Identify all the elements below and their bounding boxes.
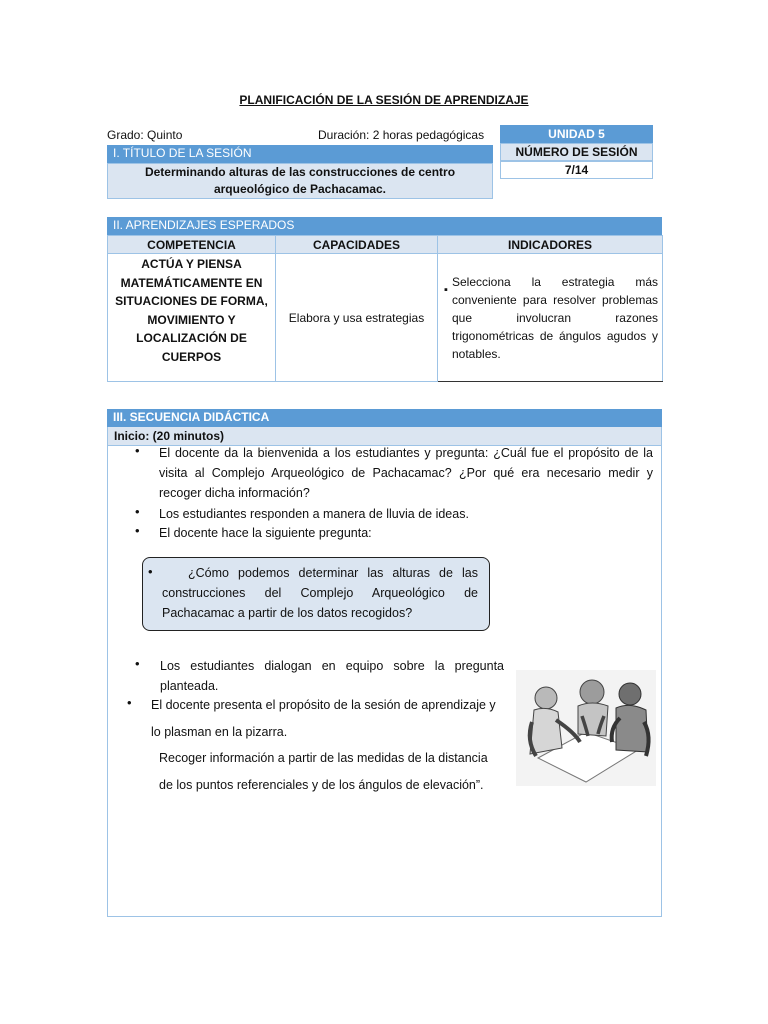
session-title-line2: arqueológico de Pachacamac.: [213, 182, 387, 196]
section3-header: III. SECUENCIA DIDÁCTICA: [107, 409, 662, 427]
secuencia-item: Los estudiantes responden a manera de lluvia de ideas.: [159, 507, 469, 521]
bullet: •: [127, 695, 132, 710]
question-text: ¿Cómo podemos determinar las alturas de las construcciones del Complejo Arqueológico de Pachacamac a partir de los datos recogidos?: [162, 566, 478, 620]
session-title-line1: Determinando alturas de las construcciones de centro: [144, 165, 456, 179]
bullet: •: [148, 564, 153, 579]
unidad-label: UNIDAD 5: [500, 125, 653, 143]
session-title: [107, 163, 493, 199]
col-capacidades: CAPACIDADES: [276, 236, 438, 254]
dialog-text: Los estudiantes dialogan en equipo sobre la pregunta planteada.: [160, 659, 504, 693]
col-indicadores: INDICADORES: [438, 236, 663, 254]
competencia-line: LOCALIZACIÓN DE: [136, 331, 247, 345]
page-title: PLANIFICACIÓN DE LA SESIÓN DE APRENDIZAJE: [239, 93, 529, 107]
table-header-row: [108, 236, 663, 254]
recoger-line1: Recoger información a partir de las medidas de la distancia: [159, 751, 488, 765]
indicador-bullet: ▪: [444, 284, 448, 296]
secuencia-item: El docente hace la siguiente pregunta:: [159, 526, 372, 540]
table-row: [108, 254, 663, 382]
grado-text: Grado: Quinto: [107, 128, 183, 142]
competencia-cell: [108, 254, 276, 382]
competencia-line: ACTÚA Y PIENSA: [141, 257, 242, 271]
question-box: [142, 557, 490, 631]
students-illustration: [516, 670, 656, 786]
bullet: •: [135, 523, 140, 538]
competencia-line: CUERPOS: [161, 349, 222, 364]
capacidades-cell: Elabora y usa estrategias: [276, 254, 438, 382]
inicio-label: Inicio: (20 minutos): [107, 427, 662, 445]
competencia-line: MOVIMIENTO Y: [147, 312, 236, 327]
col-competencia: COMPETENCIA: [108, 236, 276, 254]
recoger-line2: de los puntos referenciales y de los ángulos de elevación”.: [159, 778, 484, 792]
bullet: •: [135, 504, 140, 519]
competencia-line: SITUACIONES DE FORMA,: [115, 294, 268, 308]
proposito-line1: El docente presenta el propósito de la sesión de aprendizaje y: [151, 698, 496, 712]
bullet: •: [135, 443, 140, 458]
aprendizajes-table: [107, 235, 663, 382]
indicadores-text: Selecciona la estrategia más conveniente para resolver problemas que involucran razones trigonométricas de ángulos agudos y notables.: [452, 274, 658, 361]
numero-sesion-value: 7/14: [500, 161, 653, 179]
indicadores-cell: [438, 254, 663, 382]
proposito-line2: lo plasman en la pizarra.: [151, 725, 288, 739]
numero-sesion-label: NÚMERO DE SESIÓN: [500, 143, 653, 161]
bullet: •: [135, 656, 140, 671]
duracion-text: Duración: 2 horas pedagógicas: [318, 128, 485, 142]
competencia-line: MATEMÁTICAMENTE EN: [120, 275, 263, 290]
section2-header: II. APRENDIZAJES ESPERADOS: [107, 217, 662, 235]
section1-header: I. TÍTULO DE LA SESIÓN: [107, 145, 493, 163]
secuencia-item: El docente da la bienvenida a los estudiantes y pregunta: ¿Cuál fue el propósito de la visita al Complejo Arqueológico de Pachacamac? ¿Por qué era necesario medir y recoger dicha información?: [159, 446, 653, 500]
